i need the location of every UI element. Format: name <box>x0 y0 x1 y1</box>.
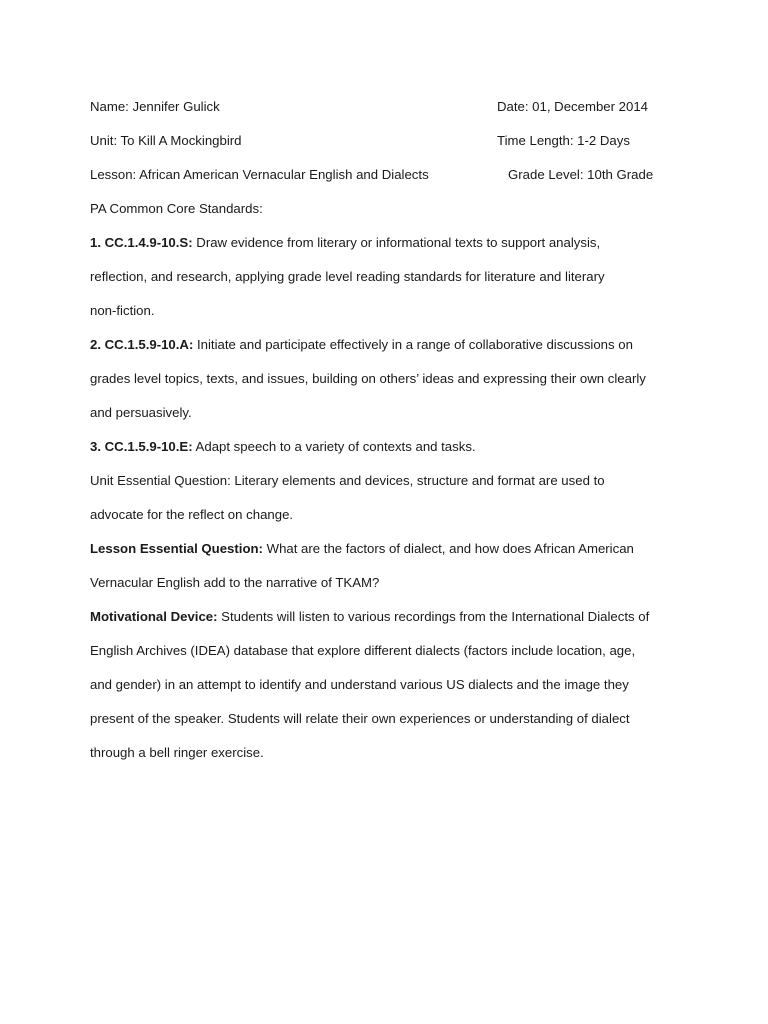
teacher-name: Name: Jennifer Gulick <box>90 99 220 114</box>
time-length: Time Length: 1-2 Days <box>497 133 630 148</box>
unit-title: Unit: To Kill A Mockingbird <box>90 133 242 148</box>
standard-text: Adapt speech to a variety of contexts and tasks. <box>192 439 476 454</box>
motivational-device-line-3: and gender) in an attempt to identify and understand various US dialects and the image they <box>90 677 629 692</box>
standard-1-line-3: non-fiction. <box>90 303 155 318</box>
motivational-device-line-5: through a bell ringer exercise. <box>90 745 264 760</box>
standard-1-line-1 <box>90 226 690 260</box>
standard-code: 2. CC.1.5.9-10.A: <box>90 337 194 352</box>
standard-1-line-2: reflection, and research, applying grade level reading standards for literature and literary <box>90 269 605 284</box>
standard-3-line-1 <box>90 430 690 464</box>
standard-2-line-3: and persuasively. <box>90 405 192 420</box>
standard-text: Initiate and participate effectively in a range of collaborative discussions on <box>193 337 633 352</box>
standard-text: Draw evidence from literary or informational texts to support analysis, <box>192 235 601 250</box>
standard-2-line-2: grades level topics, texts, and issues, building on others’ ideas and expressing their own clearly <box>90 371 646 386</box>
motivational-device-line-2: English Archives (IDEA) database that explore different dialects (factors include location, age, <box>90 643 636 658</box>
standard-code: 1. CC.1.4.9-10.S: <box>90 235 193 250</box>
lesson-title: Lesson: African American Vernacular English and Dialects <box>90 167 429 182</box>
grade-level: Grade Level: 10th Grade <box>508 167 654 182</box>
unit-time-row <box>90 124 690 158</box>
lesson-grade-row <box>90 158 690 192</box>
motivational-device-label: Motivational Device: <box>90 609 218 624</box>
unit-question-line-1: Unit Essential Question: Literary elements and devices, structure and format are used to <box>90 473 605 488</box>
motivational-device-line-4: present of the speaker. Students will relate their own experiences or understanding of dialect <box>90 711 630 726</box>
name-date-row <box>90 90 690 124</box>
unit-question-line-2: advocate for the reflect on change. <box>90 507 294 522</box>
lesson-plan-body <box>90 90 690 770</box>
standard-code: 3. CC.1.5.9-10.E: <box>90 439 193 454</box>
lesson-question-line-2: Vernacular English add to the narrative of TKAM? <box>90 575 380 590</box>
lesson-question-label: Lesson Essential Question: <box>90 541 263 556</box>
standard-2-line-1 <box>90 328 690 362</box>
lesson-question-line-1: Lesson Essential Question: What are the factors of dialect, and how does African American <box>90 541 634 556</box>
lesson-date: Date: 01, December 2014 <box>497 99 649 114</box>
motivational-device-line-1: Motivational Device: Students will listen to various recordings from the International Dialects of <box>90 609 650 624</box>
standards-heading: PA Common Core Standards: <box>90 201 263 216</box>
